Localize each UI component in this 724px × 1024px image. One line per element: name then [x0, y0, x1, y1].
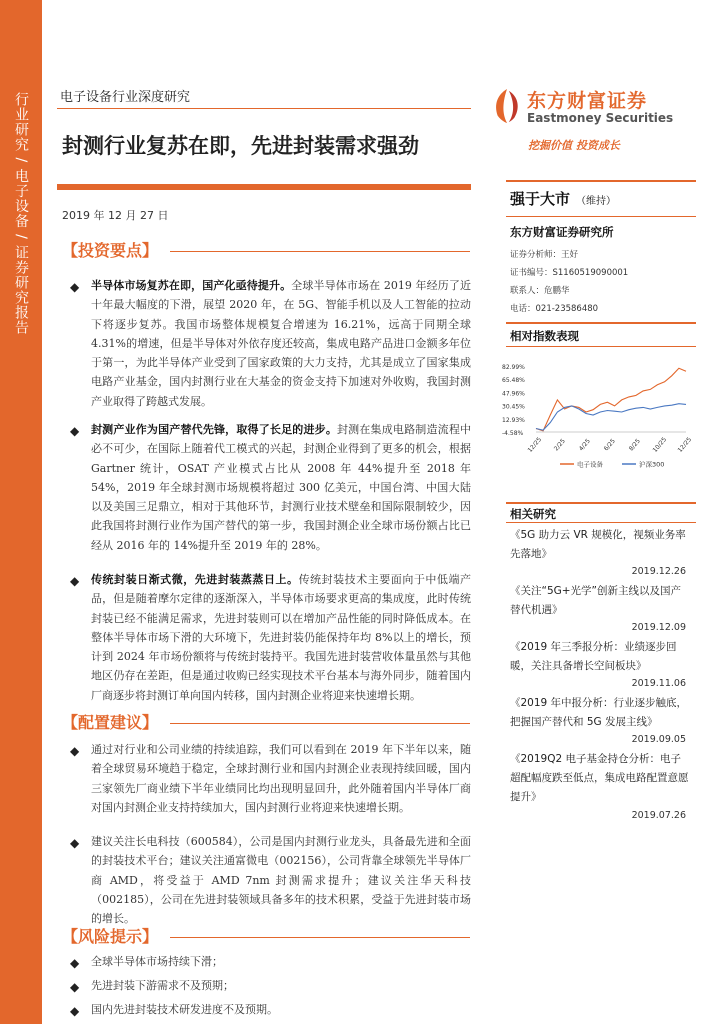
title-underline	[57, 184, 471, 190]
config-point-2: 建议关注长电科技（600584），公司是国内封测行业龙头，具备最先进和全面的封装技术平台；建议关注通富微电（002156），公司背靠全球领先半导体厂商 AMD，将受益于 AMD 7nm 封测需求提升；建议关注华天科技（002185），公司在先进封装领域具备多年的技术积累，受益于先进封装市场的增长。	[91, 835, 471, 926]
legend-label-1: 电子设备	[577, 460, 603, 469]
risk-point-2: 先进封装下游需求不及预期；	[91, 979, 234, 992]
legend-label-2: 沪深300	[639, 460, 665, 469]
rating-top-rule	[506, 180, 696, 182]
y-tick-label: 12.93%	[502, 416, 525, 424]
related-item-3[interactable]: 《2019 年三季报分析：业绩逐步回暖，关注具备增长空间板块》	[510, 641, 677, 672]
series-line-1	[536, 368, 686, 431]
related-item-4[interactable]: 《2019 年中报分析：行业逐步触底，把握国产替代和 5G 发展主线》	[510, 697, 688, 728]
risk-point-1: 全球半导体市场持续下滑；	[91, 955, 223, 968]
chart-title-rule	[506, 346, 696, 347]
related-research-title: 相关研究	[510, 507, 556, 521]
relative-index-chart	[500, 360, 700, 480]
related-item-3-date: 2019.11.06	[631, 678, 686, 689]
y-tick-label: 30.45%	[502, 403, 525, 411]
diamond-bullet-icon: ◆	[70, 956, 80, 970]
x-tick-label: 2/25	[552, 437, 567, 453]
related-item-5[interactable]: 《2019Q2 电子基金持仓分析：电子超配幅度跌至低点，集成电路配置意愿提升》	[510, 753, 689, 803]
rating-block: 强于大市 （维持）	[510, 190, 617, 208]
related-title-rule	[506, 522, 696, 523]
diamond-bullet-icon: ◆	[70, 744, 80, 758]
section-config-heading: 【配置建议】	[62, 713, 159, 732]
x-tick-label: 12/25	[526, 436, 544, 454]
section-risk-rule	[170, 937, 470, 938]
diamond-bullet-icon: ◆	[70, 424, 80, 438]
related-item-2-date: 2019.12.09	[631, 622, 686, 633]
x-tick-label: 12/25	[676, 436, 694, 454]
header-divider	[57, 108, 471, 109]
page-title: 封测行业复苏在即，先进封装需求强劲	[62, 134, 419, 158]
phone-number: 电话：021-23586480	[510, 304, 599, 314]
section-config-rule	[170, 723, 470, 724]
y-tick-label: 47.96%	[502, 390, 525, 398]
diamond-bullet-icon: ◆	[70, 1004, 80, 1018]
y-tick-label: 82.99%	[502, 364, 525, 371]
x-tick-label: 6/25	[602, 437, 617, 453]
section-risk-heading: 【风险提示】	[62, 927, 159, 946]
config-point-1: 通过对行业和公司业绩的持续追踪，我们可以看到在 2019 年下半年以来，随着全球贸易环境趋于稳定，全球封测行业和国内封测企业表现持续回暖，国内三家领先厂商业绩下半年业绩同比均出现明显回升，此外随着国内半导体厂商对国内封测企业支持持续加大，国内封测行业将迎来快速增长期。	[91, 743, 471, 814]
contact-name: 联系人：危鹏华	[510, 286, 570, 296]
report-date: 2019 年 12 月 27 日	[62, 209, 169, 222]
chart-title: 相对指数表现	[510, 329, 579, 343]
logo-chinese-name: 东方财富证券	[527, 90, 648, 112]
chart-top-rule	[506, 322, 696, 324]
related-item-4-date: 2019.09.05	[631, 734, 686, 745]
logo-slogan: 挖掘价值 投资成长	[528, 139, 620, 152]
left-sidebar	[0, 0, 42, 1024]
institute-name: 东方财富证券研究所	[510, 225, 614, 239]
y-tick-label: -4.58%	[502, 430, 524, 437]
section-invest-rule	[170, 251, 470, 252]
invest-point-3: 传统封装日渐式微，先进封装蒸蒸日上。传统封装技术主要面向于中低端产品，但是随着摩尔定律的逐渐深入，半导体市场要求更高的集成度，此时传统封装已经不能满足需求，先进封装则可以在增加产品性能的同时降低成本。在整体半导体市场下滑的大环境下，先进封装仍能保持年均 8%以上的增长，预计到 2024 年市场份额将与传统封装持平。我国先进封装营收体量虽然与其他地区仍存在差距，但是通过收购已经实现技术平台基本与海外同步，随着国内厂商逐步将封测订单向国内转移，国内封测企业将迎来快速增长期。	[91, 573, 471, 702]
company-logo-icon	[490, 86, 524, 126]
analyst-name: 证券分析师：王好	[510, 250, 579, 260]
rating-bottom-rule	[506, 216, 696, 217]
invest-point-2: 封测产业作为国产替代先锋，取得了长足的进步。封测在集成电路制造流程中必不可少，在国际上随着代工模式的兴起，封测企业得到了更多的机会，根据 Gartner 统计，OSAT 产业模式占比从 2008 年 44%提升至 2018 年 54%，2019 年全球封测市场规模将超过 300 亿美元，中国台湾、中国大陆以及美国三足鼎立，相对于其他环节，封测行业技术壁垒和国际限制较少，因此我国将封测行业作为国产替代的第一步，我国封测企业全球市场份额占比已经从 2016 年的 14%提升至 2019 年的 28%。	[91, 423, 471, 552]
related-item-1[interactable]: 《5G 助力云 VR 规模化，视频业务率先落地》	[510, 529, 686, 560]
x-tick-label: 8/25	[627, 437, 642, 453]
sidebar-category-text: 行业研究 / 电子设备 / 证券研究报告	[13, 92, 29, 336]
invest-point-1: 半导体市场复苏在即，国产化亟待提升。全球半导体市场在 2019 年经历了近十年最大幅度的下滑，展望 2020 年，在 5G、智能手机以及人工智能的拉动下将逐步复苏。我国市场整体规模复合增速为 16.21%，远高于同期全球 4.31%的增速，但是半导体对外依存度还较高，集成电路产品进口金额多年位于第一，为此半导体产业受到了国家政策的大力支持，尤其是成立了国家集成电路产业基金，国内封测行业在大基金的资金支持下加速对外收购，我国封测产业取得了跨越式发展。	[91, 279, 471, 408]
related-item-1-date: 2019.12.26	[631, 566, 686, 577]
logo-english-name: Eastmoney Securities	[527, 111, 674, 125]
related-top-rule	[506, 502, 696, 504]
diamond-bullet-icon: ◆	[70, 280, 80, 294]
diamond-bullet-icon: ◆	[70, 836, 80, 850]
series-line-2	[536, 404, 686, 430]
diamond-bullet-icon: ◆	[70, 574, 80, 588]
x-tick-label: 10/25	[651, 436, 669, 454]
section-invest-heading: 【投资要点】	[62, 241, 159, 260]
diamond-bullet-icon: ◆	[70, 980, 80, 994]
report-category: 电子设备行业深度研究	[60, 90, 191, 105]
x-tick-label: 4/25	[577, 437, 592, 453]
risk-point-3: 国内先进封装技术研发进度不及预期。	[91, 1003, 278, 1016]
related-item-5-date: 2019.07.26	[631, 810, 686, 821]
cert-number: 证书编号：S1160519090001	[510, 268, 629, 278]
related-item-2[interactable]: 《关注“5G+光学”创新主线以及国产替代机遇》	[510, 585, 681, 616]
y-tick-label: 65.48%	[502, 377, 525, 385]
